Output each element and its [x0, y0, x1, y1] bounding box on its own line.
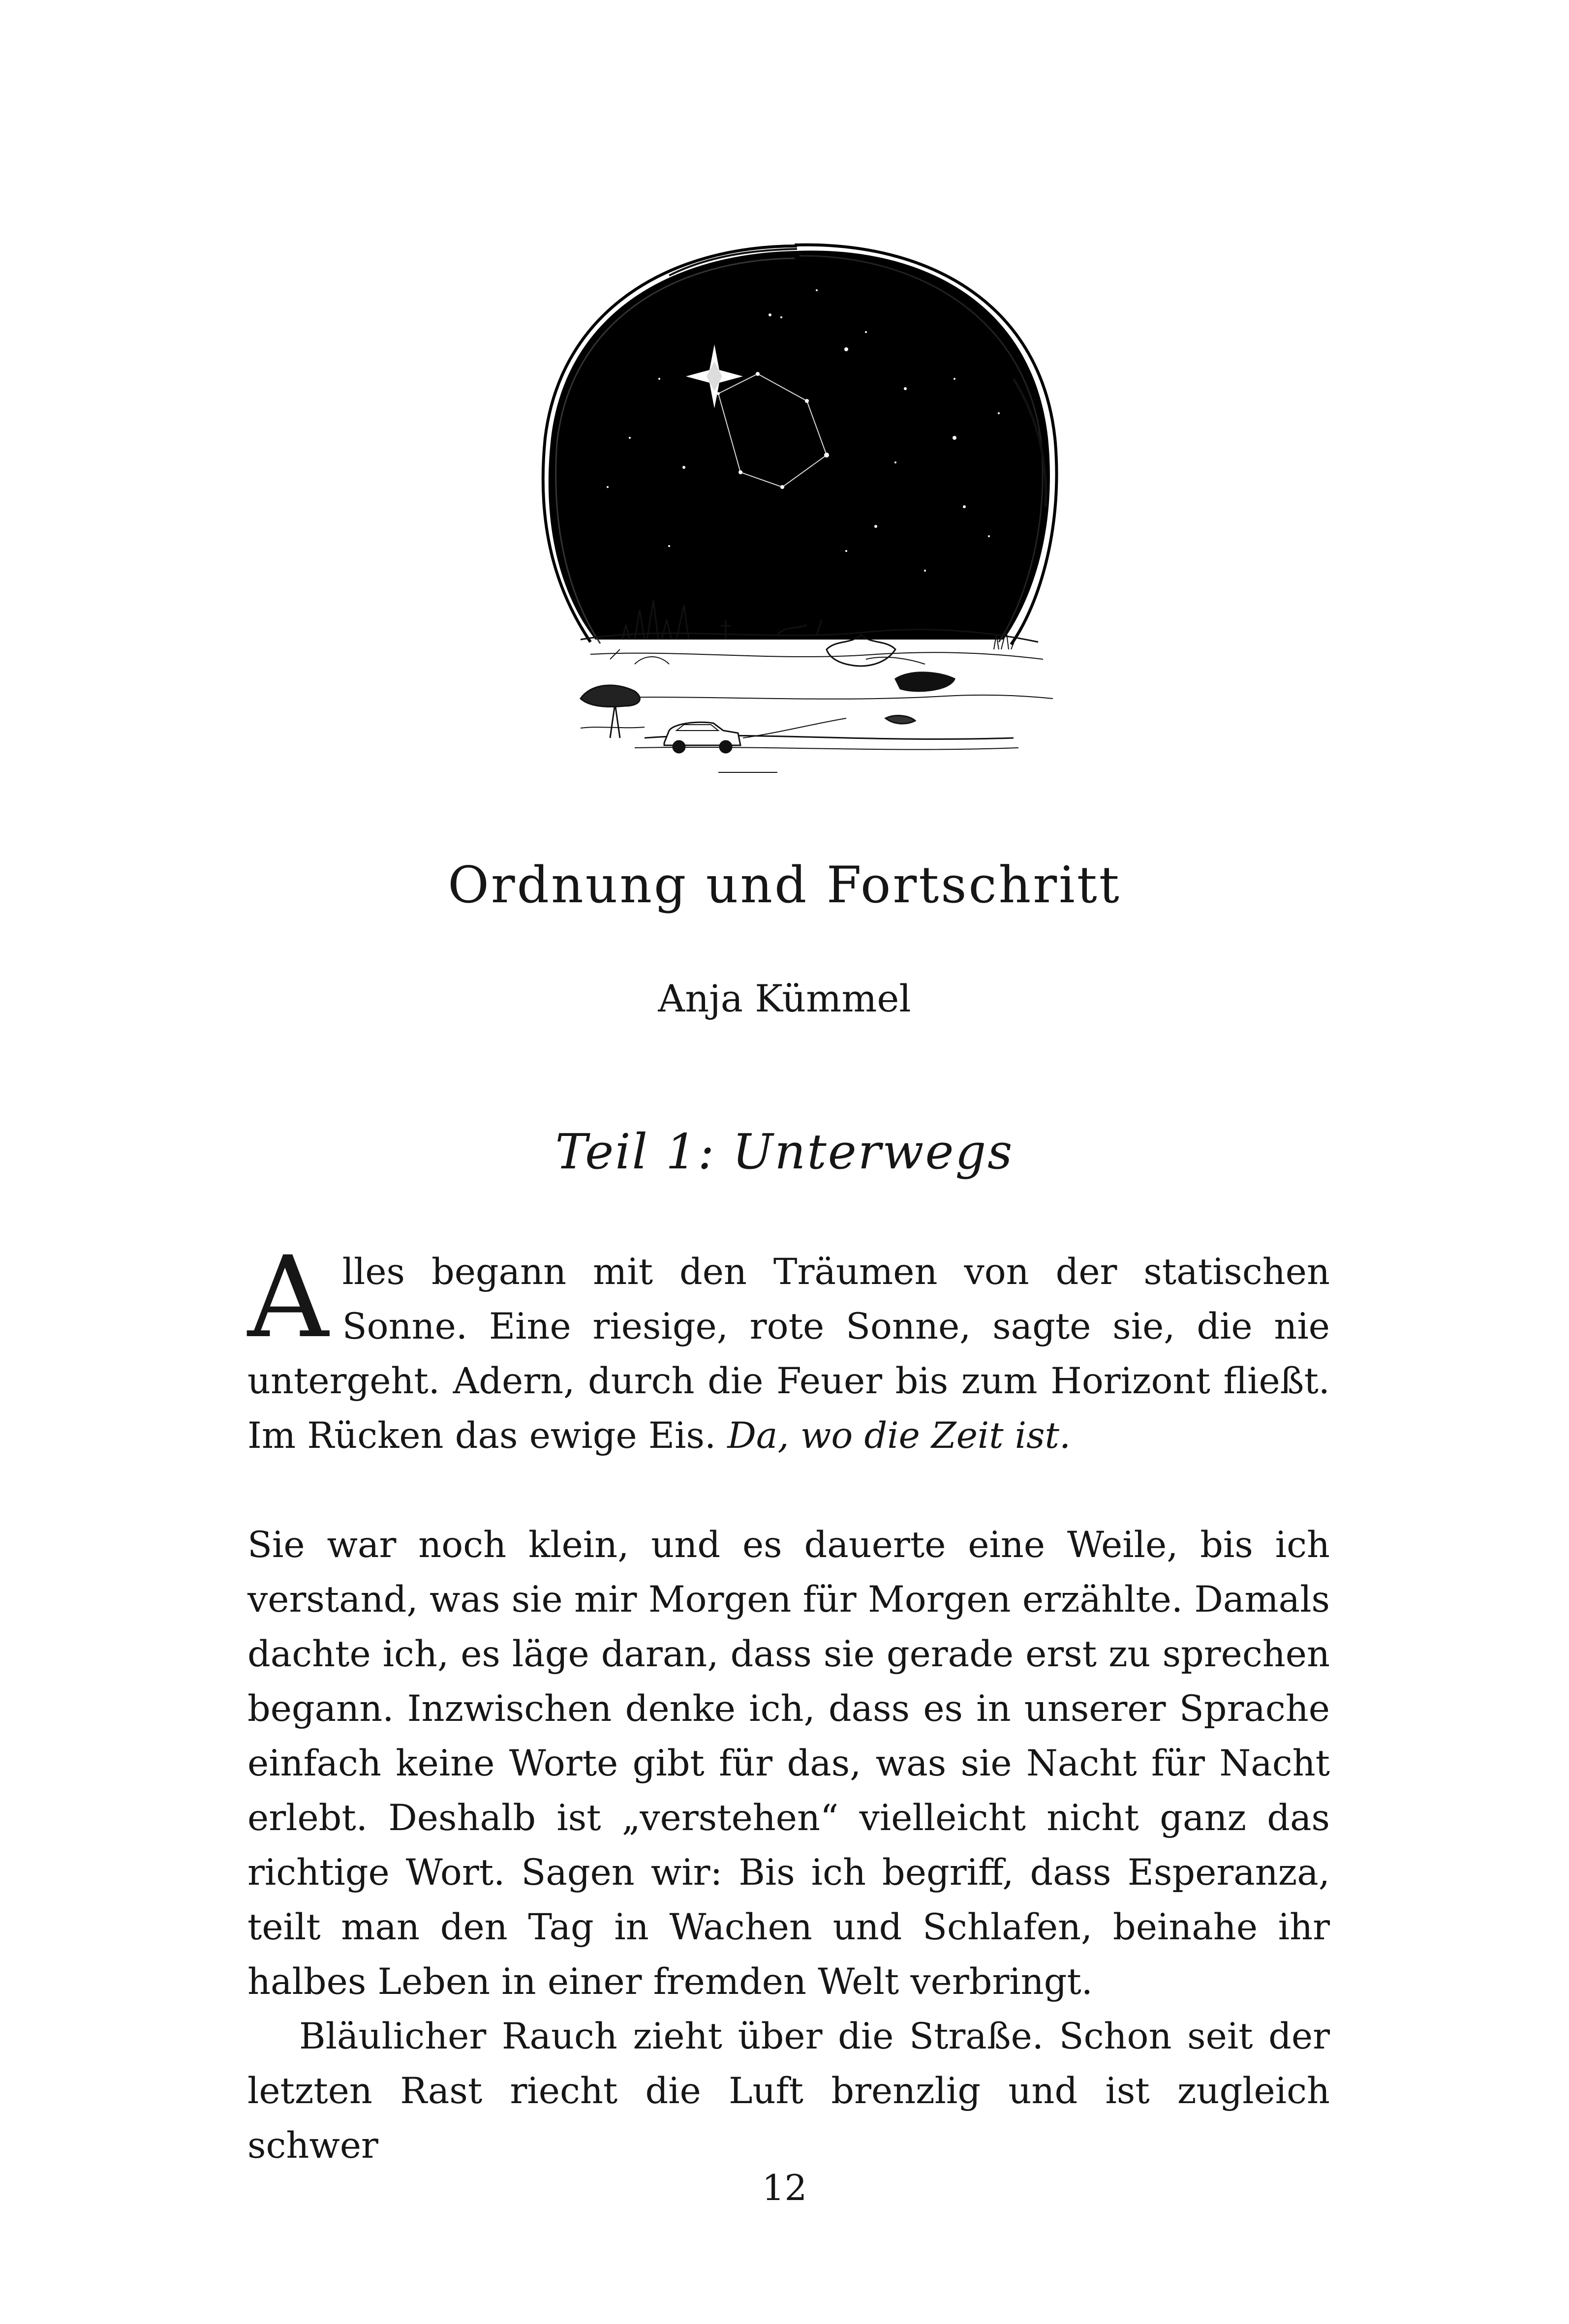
night-sky-circle [543, 245, 1057, 644]
night-sky-illustration [522, 231, 1073, 812]
paragraph-spacer [247, 1463, 1330, 1518]
page-number: 12 [762, 2167, 807, 2208]
drop-cap: A [247, 1232, 329, 1363]
paragraph-1-italic: Da, wo die Zeit ist. [727, 1415, 1071, 1457]
paragraph-3: Bläulicher Rauch zieht über die Straße. Schon seit der letzten Rast riecht die Luft brenzlig und ist zugleich schwer [247, 2016, 1330, 2167]
paragraph-2: Sie war noch klein, und es dauerte eine Weile, bis ich verstand, was sie mir Morgen für Morgen erzählte. Damals dachte ich, es läge daran, dass sie gerade erst zu sprechen begann. Inzwischen denke ich, dass es in unserer Sprache einfach keine Worte gibt für das, was sie Nacht für Nacht erlebt. Deshalb ist „verstehen“ vielleicht nicht ganz das richtige Wort. Sagen wir: Bis ich begriff, dass Esperanza, teilt man den Tag in Wachen und Schlafen, beinahe ihr halbes Leben in einer fremden Welt verbringt. [247, 1524, 1330, 2003]
section-heading: Teil 1: Unterwegs [555, 1124, 1014, 1180]
story-title: Ordnung und Fortschritt [448, 856, 1121, 915]
paragraph-1 [247, 1232, 1330, 1463]
body-text [247, 1232, 1330, 2173]
paragraph-1-text: lles begann mit den Träumen von der statischen Sonne. Eine riesige, rote Sonne, sagte sie, die nie untergeht. Adern, durch die Feuer bis zum Horizont fließt. Im Rücken das ewige Eis. [247, 1251, 1330, 1457]
story-author: Anja Kümmel [658, 977, 911, 1020]
